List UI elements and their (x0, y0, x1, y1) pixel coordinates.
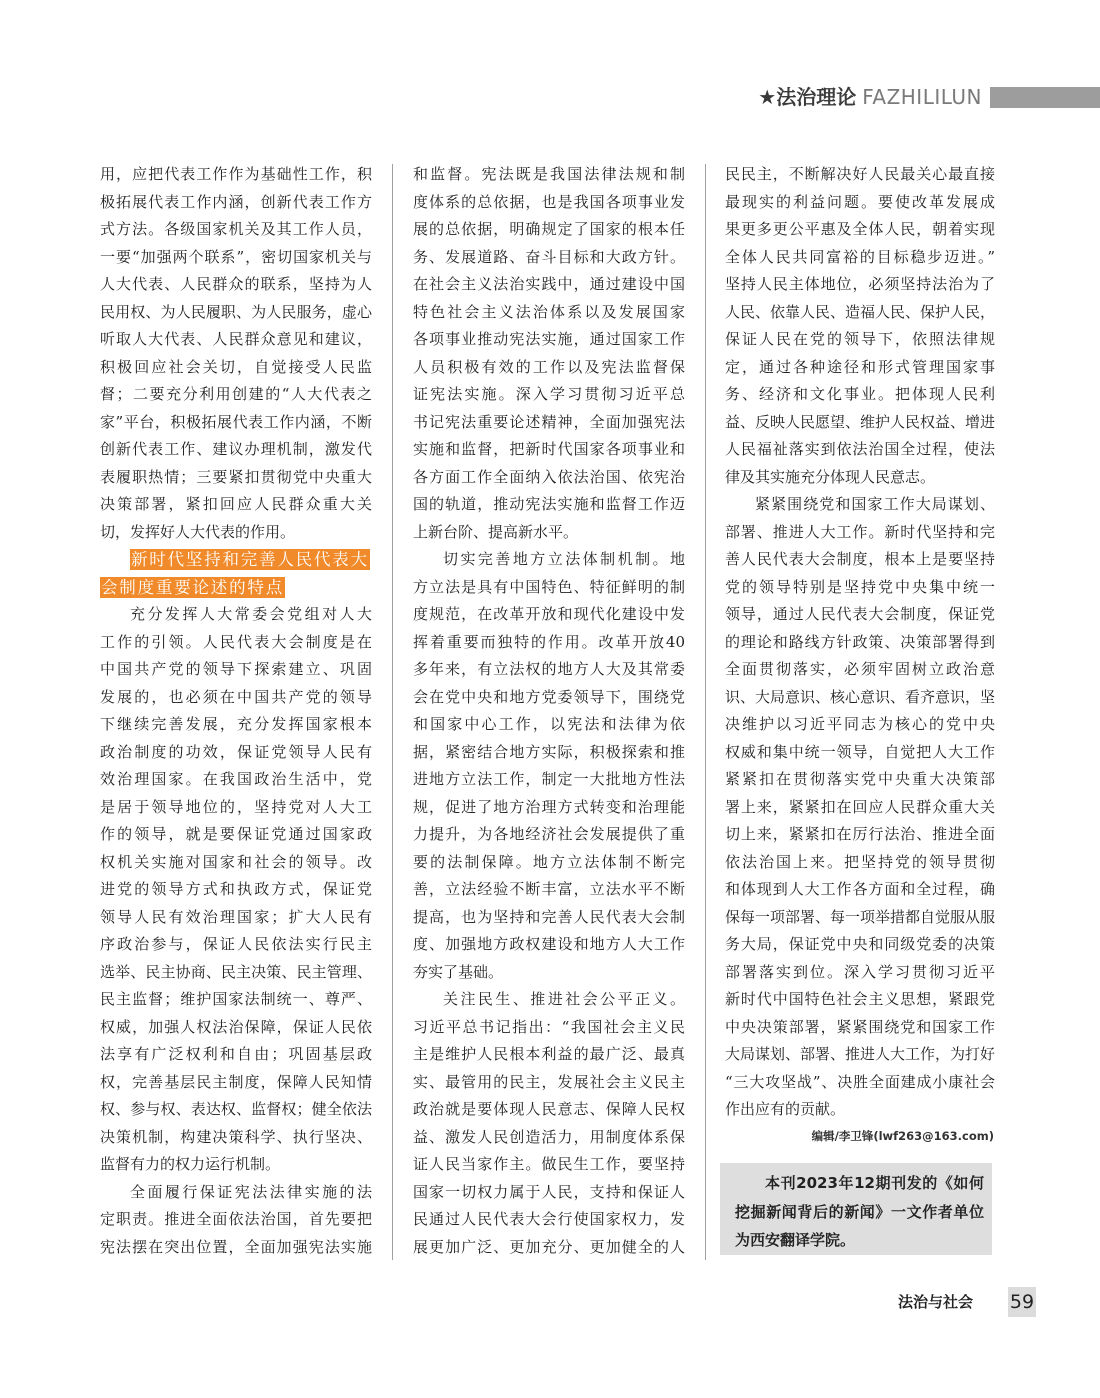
text-line: 最现实的利益问题。要使改革发展成 (725, 192, 995, 211)
section-heading-text: 新时代坚持和完善人民代表大 (131, 550, 369, 569)
text-line: 权，完善基层民主制度，保障人民知情 (100, 1072, 372, 1091)
text-line: 人员积极有效的工作以及宪法监督保 (413, 357, 685, 376)
text-line: 领导，通过人民代表大会制度，保证党 (725, 605, 995, 623)
text-line: 政治就是要体现人民意志、保障人民权 (413, 1100, 685, 1118)
text-line: 果更多更公平惠及全体人民，朝着实现 (725, 220, 995, 238)
text-line: 务、发展道路、奋斗目标和大政方针。 (413, 247, 685, 266)
text-line: 权机关实施对国家和社会的领导。改 (100, 852, 372, 871)
text-line: 大局谋划、部署、推进人大工作，为打好 (725, 1045, 995, 1063)
text-line: 作的领导，就是要保证党通过国家政 (100, 825, 372, 843)
text-line: 国的轨道，推动宪法实施和监督工作迈 (413, 495, 685, 513)
text-column-3 (725, 161, 995, 1124)
text-line: 创新代表工作、建议办理机制，激发代 (100, 440, 372, 458)
section-heading-line (100, 546, 372, 574)
text-line: 会在党中央和地方党委领导下，围绕党 (413, 687, 685, 706)
text-line: 充分发挥人大常委会党组对人大 (130, 605, 372, 623)
text-line: 定职责。推进全面依法治国，首先要把 (100, 1210, 372, 1228)
text-line: 务大局，保证党中央和同级党委的决策 (725, 935, 995, 953)
column-divider (392, 164, 393, 1260)
text-line: 的理论和路线方针政策、决策部署得到 (725, 632, 995, 651)
text-line: 和国家中心工作，以宪法和法律为依 (413, 715, 685, 733)
text-line: 度体系的总依据，也是我国各项事业发 (413, 192, 685, 211)
text-line: 特色社会主义法治体系以及发展国家 (413, 302, 685, 321)
text-line: 度规范，在改革开放和现代化建设中发 (413, 605, 685, 623)
text-line: 证宪法实施。深入学习贯彻习近平总 (413, 385, 685, 403)
text-line: 全面贯彻落实，必须牢固树立政治意 (725, 660, 995, 678)
text-line: 表履职热情；三要紧扣贯彻党中央重大 (100, 467, 372, 486)
text-line: 方立法是具有中国特色、特征鲜明的制 (413, 577, 685, 596)
text-line: 紧紧围绕党和国家工作大局谋划、 (755, 495, 995, 513)
text-line: 挥着重要而独特的作用。改革开放40 (413, 632, 685, 651)
text-line: 权、参与权、表达权、监督权；健全依法 (100, 1100, 372, 1118)
text-line: 民民主，不断解决好人民最关心最直接 (725, 165, 995, 183)
text-line: 益、反映人民愿望、维护人民权益、增进 (725, 412, 995, 431)
text-line: 极拓展代表工作内涵，创新代表工作方 (100, 192, 372, 211)
text-line: 工作的引领。人民代表大会制度是在 (100, 632, 372, 651)
text-line: 政治制度的功效，保证党领导人民有 (100, 742, 372, 761)
text-line: 书记宪法重要论述精神，全面加强宪法 (413, 412, 685, 431)
text-line: 展的总依据，明确规定了国家的根本任 (413, 220, 685, 238)
text-line: 各方面工作全面纳入依法治国、依宪治 (413, 467, 685, 486)
text-line: 多年来，有立法权的地方人大及其常委 (413, 660, 685, 678)
text-line: 听取人大代表、人民群众意见和建议， (100, 330, 372, 348)
text-line: 民主监督；维护国家法制统一、尊严、 (100, 990, 372, 1008)
text-line: 全体人民共同富裕的目标稳步迈进。” (725, 247, 995, 266)
text-line: 进党的领导方式和执政方式，保证党 (100, 880, 372, 898)
text-line: 决维护以习近平同志为核心的党中央 (725, 715, 995, 733)
text-line: 展更加广泛、更加充分、更加健全的人 (413, 1237, 685, 1256)
text-line: 善，立法经验不断丰富，立法水平不断 (413, 880, 685, 898)
text-line: 监督有力的权力运行机制。 (100, 1155, 281, 1173)
text-line: 各项事业推动宪法实施，通过国家工作 (413, 330, 685, 348)
text-line: 切实完善地方立法体制机制。地 (443, 550, 685, 568)
text-line: 定，通过各种途径和形式管理国家事 (725, 357, 995, 376)
text-line: “三大攻坚战”、决胜全面建成小康社会 (725, 1072, 995, 1091)
notice-line: 本刊2023年12期刊发的《如何 (765, 1174, 984, 1192)
text-line: 要的法制保障。地方立法体制不断完 (413, 852, 685, 871)
text-line: 紧紧扣在贯彻落实党中央重大决策部 (725, 770, 995, 788)
text-line: 下继续完善发展，充分发挥国家根本 (100, 715, 372, 733)
text-line: 实、最管用的民主，发展社会主义民主 (413, 1072, 685, 1091)
text-line: 夯实了基础。 (413, 962, 504, 981)
text-line: 领导人民有效治理国家；扩大人民有 (100, 907, 372, 926)
text-line: 新时代中国特色社会主义思想，紧跟党 (725, 990, 995, 1008)
text-line: 选举、民主协商、民主决策、民主管理、 (100, 962, 372, 981)
magazine-name: 法治与社会 (898, 1293, 974, 1311)
notice-box (720, 1163, 992, 1255)
text-line: 益、激发人民创造活力，用制度体系保 (413, 1127, 685, 1146)
section-header (758, 85, 982, 109)
text-line: 督；二要充分利用创建的“人大代表之 (100, 385, 372, 403)
text-line: 是居于领导地位的，坚持党对人大工 (100, 797, 372, 816)
text-line: 民用权、为人民履职、为人民服务，虚心 (100, 302, 372, 321)
text-line: 力提升，为各地经济社会发展提供了重 (413, 825, 685, 843)
section-heading-text: 会制度重要论述的特点 (101, 577, 284, 597)
text-column-1 (100, 161, 372, 1261)
text-line: 部署、推进人大工作。新时代坚持和完 (725, 522, 995, 541)
page-number: 59 (1008, 1287, 1036, 1317)
text-line: 序政治参与，保证人民依法实行民主 (100, 935, 372, 953)
text-line: 实施和监督，把新时代国家各项事业和 (413, 440, 685, 458)
section-title: 法治理论 (776, 85, 857, 109)
text-line: 宪法摆在突出位置，全面加强宪法实施 (100, 1237, 372, 1256)
text-line: 切上来，紧紧扣在厉行法治、推进全面 (725, 825, 995, 843)
text-column-2 (413, 161, 685, 1261)
text-line: 关注民生、推进社会公平正义。 (443, 990, 685, 1008)
text-line: 识、大局意识、核心意识、看齐意识，坚 (725, 687, 995, 706)
text-line: 和监督。宪法既是我国法律法规和制 (413, 165, 685, 183)
notice-line: 挖掘新闻背后的新闻》一文作者单位 (735, 1202, 984, 1221)
text-line: 进地方立法工作，制定一大批地方性法 (413, 770, 685, 788)
text-line: 规，促进了地方治理方式转变和治理能 (413, 797, 685, 816)
text-line: 全面履行保证宪法法律实施的法 (130, 1182, 372, 1201)
text-line: 用，应把代表工作作为基础性工作，积 (100, 165, 372, 183)
text-line: 提高，也为坚持和完善人民代表大会制 (413, 907, 685, 926)
text-line: 一要“加强两个联系”，密切国家机关与 (100, 247, 372, 266)
header-bar (990, 87, 1100, 108)
text-line: 上新台阶、提高新水平。 (413, 522, 579, 541)
text-line: 权威，加强人权法治保障，保证人民依 (100, 1017, 372, 1036)
text-line: 律及其实施充分体现人民意志。 (725, 467, 936, 486)
text-line: 中央决策部署，紧紧围绕党和国家工作 (725, 1017, 995, 1036)
text-line: 效治理国家。在我国政治生活中，党 (100, 770, 372, 788)
text-line: 党的领导特别是坚持党中央集中统一 (725, 577, 995, 596)
column-divider (705, 164, 706, 1260)
editor-credit: 编辑/李卫锋(lwf263@163.com) (811, 1129, 994, 1143)
text-line: 习近平总书记指出：“我国社会主义民 (413, 1017, 685, 1036)
text-line: 据，紧密结合地方实际，积极探索和推 (413, 742, 685, 761)
text-line: 署上来，紧紧扣在回应人民群众重大关 (725, 797, 995, 816)
text-line: 切，发挥好人大代表的作用。 (100, 522, 296, 541)
text-line: 主是维护人民根本利益的最广泛、最真 (413, 1045, 685, 1063)
text-line: 人民、依靠人民、造福人民、保护人民， (725, 302, 995, 321)
text-line: 权威和集中统一领导，自觉把人大工作 (725, 742, 995, 761)
text-line: 式方法。各级国家机关及其工作人员， (100, 220, 372, 238)
notice-line: 为西安翻译学院。 (735, 1231, 856, 1249)
text-line: 人民福祉落实到依法治国全过程，使法 (725, 440, 995, 458)
text-line: 坚持人民主体地位，必须坚持法治为了 (725, 275, 995, 293)
text-line: 法享有广泛权利和自由；巩固基层政 (100, 1045, 372, 1063)
text-line: 和体现到人大工作各方面和全过程，确 (725, 880, 995, 898)
text-line: 在社会主义法治实践中，通过建设中国 (413, 275, 685, 293)
text-line: 部署落实到位。深入学习贯彻习近平 (725, 962, 995, 981)
section-title-pinyin: FAZHILILUN (862, 85, 982, 109)
text-line: 依法治国上来。把坚持党的领导贯彻 (725, 852, 995, 871)
text-line: 家”平台，积极拓展代表工作内涵，不断 (100, 412, 372, 431)
star-icon: ★ (758, 85, 777, 109)
text-line: 积极回应社会关切，自觉接受人民监 (100, 357, 372, 376)
text-line: 人大代表、人民群众的联系，坚持为人 (100, 275, 372, 293)
text-line: 决策部署，紧扣回应人民群众重大关 (100, 495, 372, 513)
text-line: 中国共产党的领导下探索建立、巩固 (100, 660, 372, 678)
text-line: 保证人民在党的领导下，依照法律规 (725, 330, 995, 348)
text-line: 国家一切权力属于人民，支持和保证人 (413, 1182, 685, 1201)
text-line: 善人民代表大会制度，根本上是要坚持 (725, 550, 995, 568)
section-heading-line (100, 574, 372, 602)
text-line: 决策机制，构建决策科学、执行坚决、 (100, 1127, 372, 1146)
text-line: 发展的，也必须在中国共产党的领导 (100, 687, 372, 706)
text-line: 证人民当家作主。做民生工作，要坚持 (413, 1155, 685, 1173)
text-line: 务、经济和文化事业。把体现人民利 (725, 385, 995, 403)
text-line: 度、加强地方政权建设和地方人大工作 (413, 935, 685, 953)
text-line: 保每一项部署、每一项举措都自觉服从服 (725, 907, 995, 926)
text-line: 作出应有的贡献。 (725, 1100, 846, 1118)
text-line: 民通过人民代表大会行使国家权力，发 (413, 1210, 685, 1228)
